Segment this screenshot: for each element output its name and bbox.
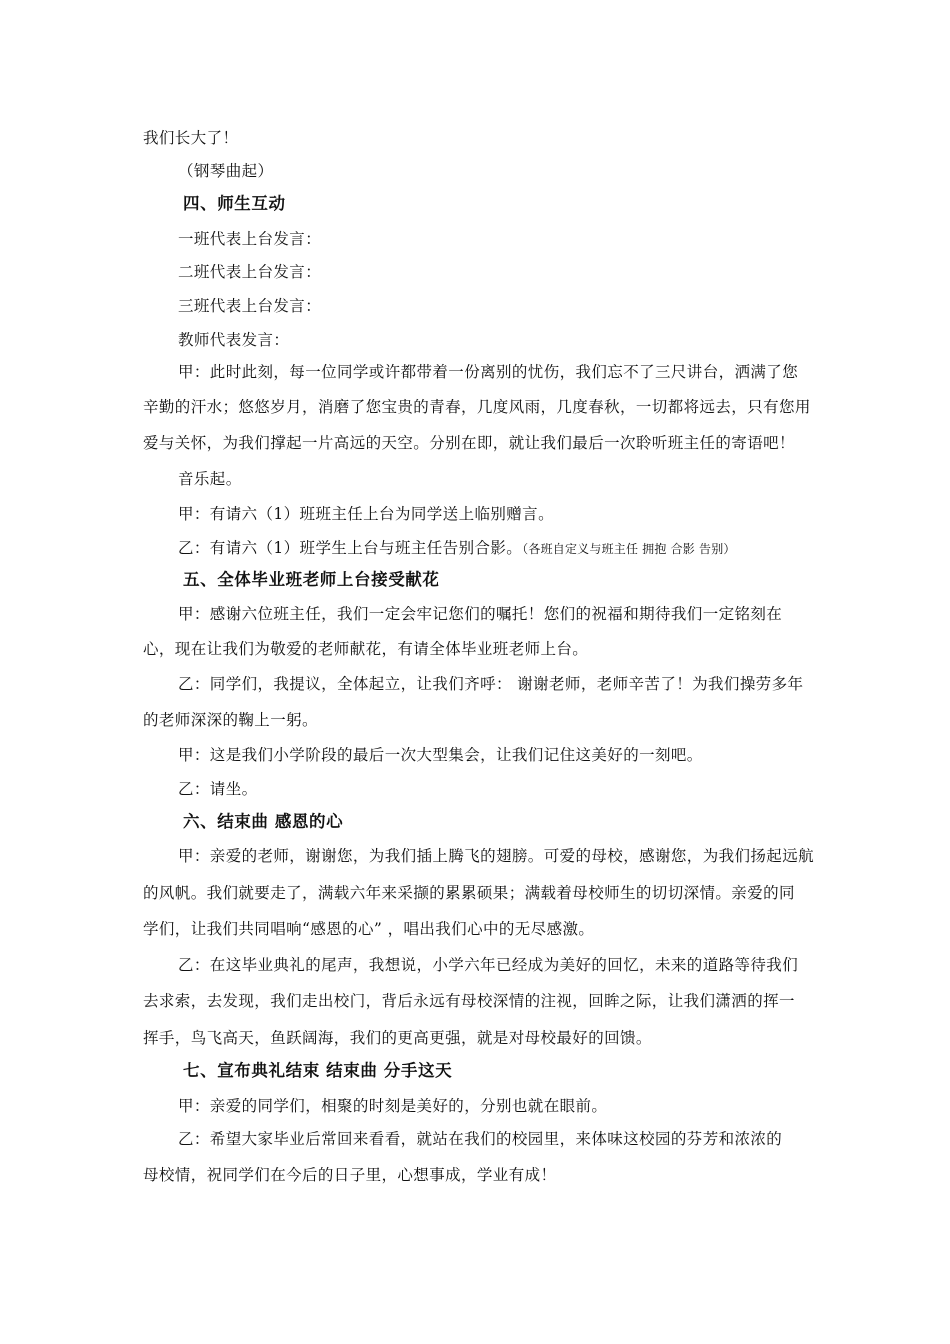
- stage-note: （各班自定义与班主任 拥抱 合影 告别）: [522, 542, 736, 556]
- paragraph-line: 甲：有请六（1）班班主任上台为同学送上临别赠言。: [178, 505, 554, 523]
- paragraph-line: 学们，让我们共同唱响“感恩的心” ，唱出我们心中的无尽感激。: [143, 920, 595, 938]
- paragraph-line: 甲：这是我们小学阶段的最后一次大型集会，让我们记住这美好的一刻吧。: [178, 746, 703, 764]
- paragraph-line: 去求索，去发现，我们走出校门，背后永远有母校深情的注视，回眸之际，让我们潇洒的挥一: [143, 992, 795, 1010]
- paragraph-line: 甲：亲爱的同学们，相聚的时刻是美好的，分别也就在眼前。: [178, 1097, 608, 1115]
- section-heading: 五、全体毕业班老师上台接受献花: [183, 570, 440, 589]
- paragraph-line: 一班代表上台发言：: [178, 230, 322, 248]
- paragraph-line: 心，现在让我们为敬爱的老师献花，有请全体毕业班老师上台。: [143, 640, 589, 658]
- paragraph-line: 教师代表发言：: [178, 331, 290, 349]
- section-heading: 七、宣布典礼结束 结束曲 分手这天: [183, 1061, 453, 1080]
- paragraph-line: 乙：请坐。: [178, 780, 258, 798]
- paragraph-text: 乙：有请六（1）班学生上台与班主任告别合影。: [178, 539, 523, 557]
- paragraph-line: 我们长大了！: [143, 129, 239, 147]
- paragraph-line: 二班代表上台发言：: [178, 263, 322, 281]
- stage-direction: （钢琴曲起）: [178, 162, 274, 180]
- section-heading: 六、结束曲 感恩的心: [183, 812, 344, 831]
- paragraph-line: 甲：此时此刻，每一位同学或许都带着一份离别的忧伤，我们忘不了三尺讲台，洒满了您: [178, 363, 799, 381]
- paragraph-line: 乙：同学们，我提议，全体起立，让我们齐呼： 谢谢老师，老师辛苦了！为我们操劳多年: [178, 675, 804, 693]
- paragraph-line: 的老师深深的鞠上一躬。: [143, 711, 318, 729]
- paragraph-line: 爱与关怀，为我们撑起一片高远的天空。分别在即，就让我们最后一次聆听班主任的寄语吧！: [143, 434, 795, 452]
- paragraph-line: 辛勤的汗水；悠悠岁月，消磨了您宝贵的青春，几度风雨，几度春秋，一切都将远去，只有您用: [143, 398, 811, 416]
- paragraph-line: 音乐起。: [178, 470, 242, 488]
- paragraph-line: 甲：亲爱的老师，谢谢您，为我们插上腾飞的翅膀。可爱的母校，感谢您，为我们扬起远航: [178, 847, 815, 865]
- paragraph-line: 挥手，鸟飞高天，鱼跃阔海，我们的更高更强，就是对母校最好的回馈。: [143, 1029, 652, 1047]
- paragraph-line: 乙：希望大家毕业后常回来看看，就站在我们的校园里，来体味这校园的芬芳和浓浓的: [178, 1130, 783, 1148]
- section-heading: 四、师生互动: [183, 194, 286, 213]
- paragraph-line: 母校情，祝同学们在今后的日子里，心想事成，学业有成！: [143, 1166, 557, 1184]
- paragraph-line: [178, 538, 736, 559]
- paragraph-line: 三班代表上台发言：: [178, 297, 322, 315]
- paragraph-line: 乙：在这毕业典礼的尾声，我想说，小学六年已经成为美好的回忆，未来的道路等待我们: [178, 956, 799, 974]
- paragraph-line: 的风帆。我们就要走了，满载六年来采撷的累累硕果；满载着母校师生的切切深情。亲爱的同: [143, 884, 795, 902]
- paragraph-line: 甲：感谢六位班主任，我们一定会牢记您们的嘱托！您们的祝福和期待我们一定铭刻在: [178, 605, 783, 623]
